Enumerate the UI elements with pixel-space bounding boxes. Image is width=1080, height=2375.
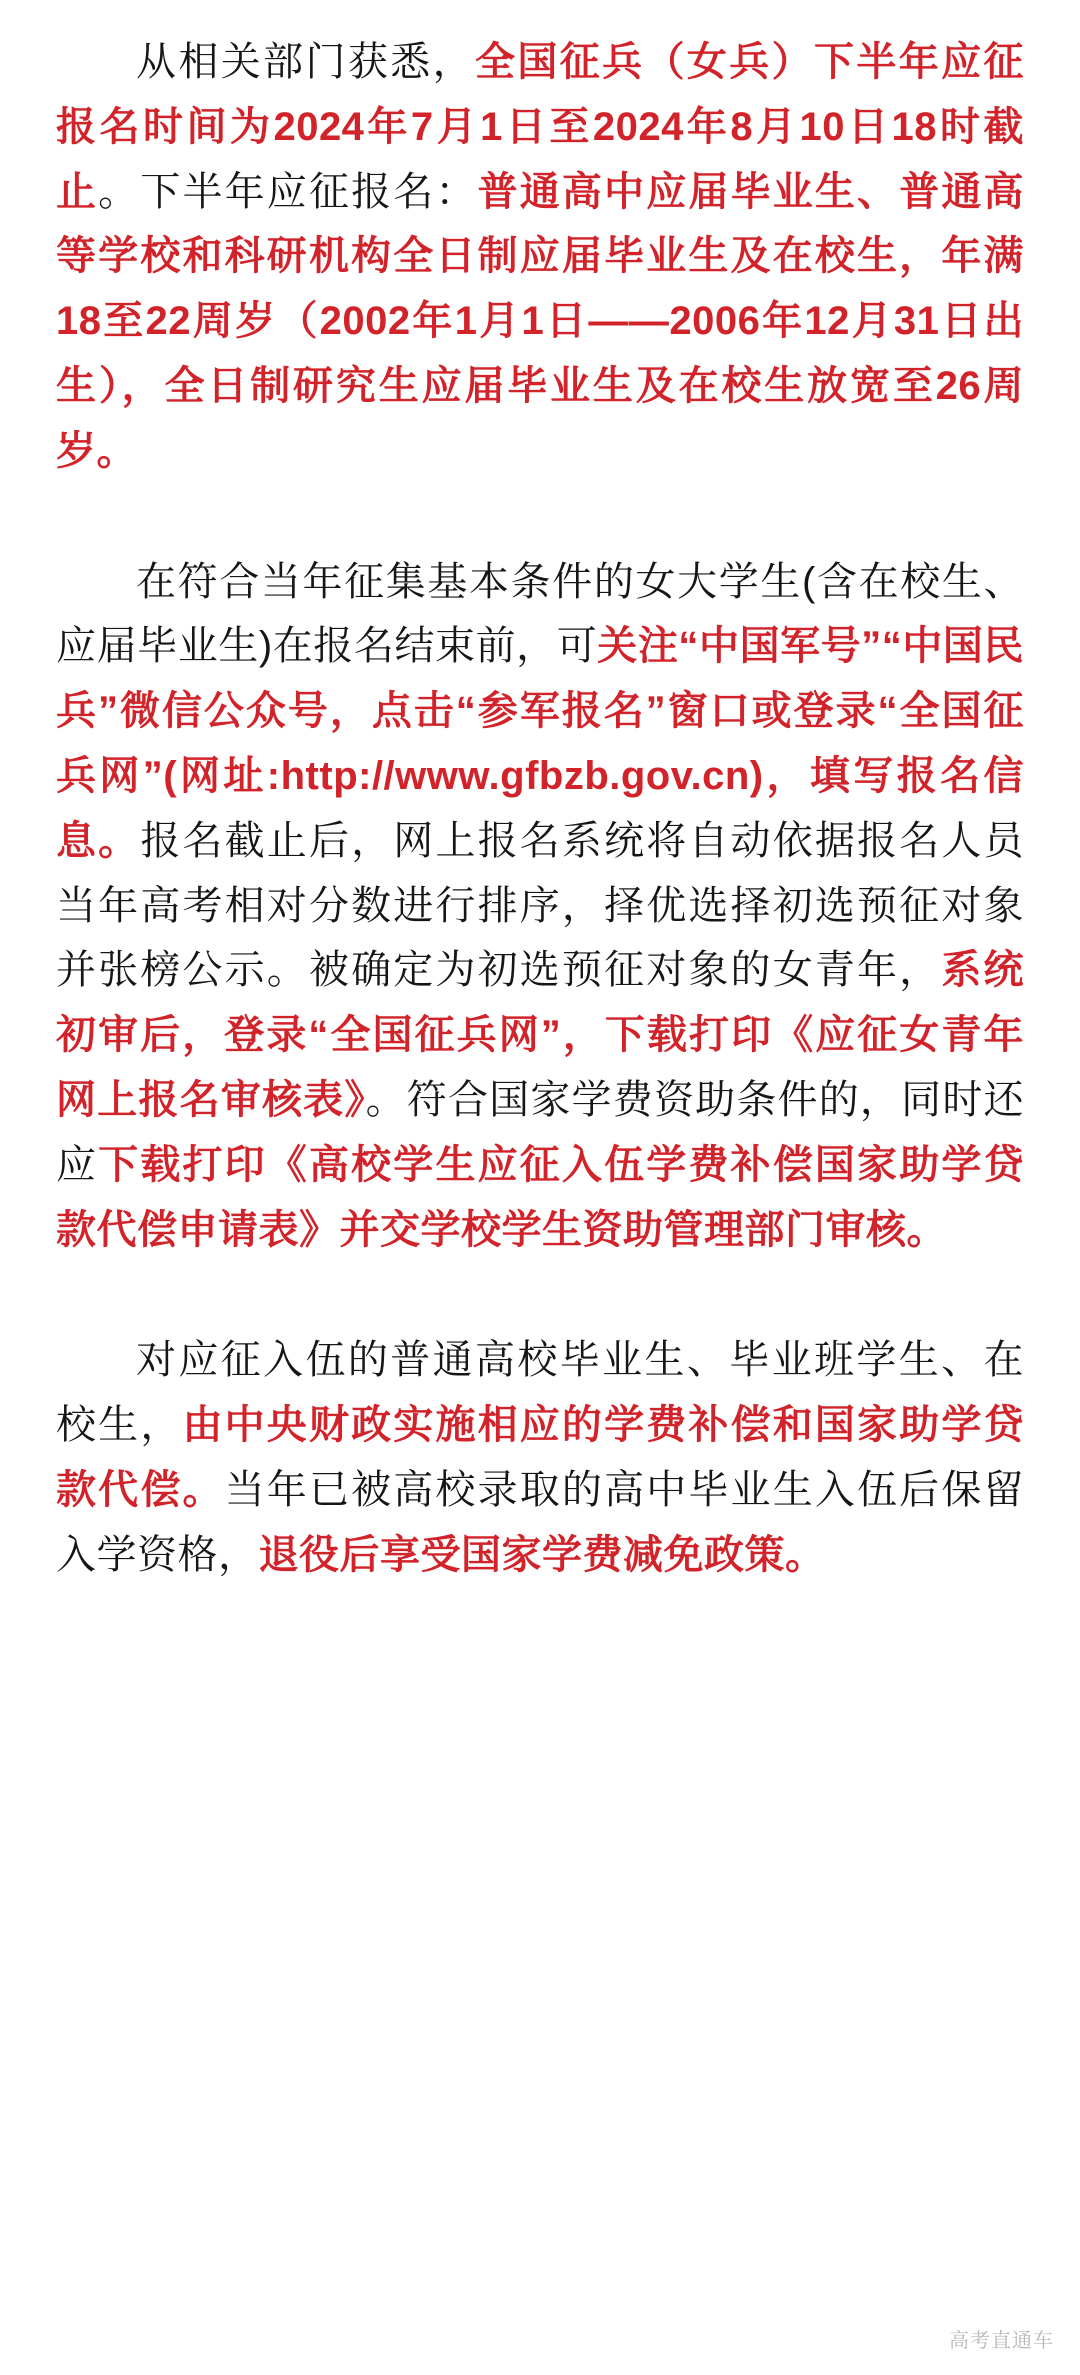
body-text: 。符合国家学费资助条件的，同时还应: [56, 1077, 1025, 1187]
highlighted-text: 普通高中应届毕业生、普通高等学校和科研机构全日制应届毕业生及在校生，年满18至22周岁（2002年1月1日——2006年12月31日出生），全日制研究生应届毕业生及在校生放宽至26周岁。: [56, 169, 1025, 473]
body-text: 当年已被高校录取的高中毕业生入伍后保留入学资格，: [56, 1467, 1025, 1577]
paragraph: [56, 550, 1024, 1263]
highlighted-text: 由中央财政实施相应的学费补偿和国家助学贷款代偿。: [56, 1403, 1025, 1512]
body-text: 对应征入伍的普通高校毕业生、毕业班学生、在校生，: [56, 1338, 1024, 1448]
body-text: 从相关部门获悉，: [136, 40, 475, 84]
highlighted-text: 系统初审后，登录“全国征兵网”，下载打印《应征女青年网上报名审核表》: [56, 948, 1025, 1122]
body-text: 在符合当年征集基本条件的女大学生(含在校生、应届毕业生)在报名结束前，可: [56, 559, 1024, 669]
body-text: 。下半年应征报名：: [98, 169, 478, 214]
watermark-label: 高考直通车: [949, 2330, 1054, 2352]
highlighted-text: 关注“中国军号”“中国民兵”微信公众号，点击“参军报名”窗口或登录“全国征兵网”(网址:http://www.gfbzb.gov.cn)，填写报名信息。: [56, 624, 1024, 863]
highlighted-text: 下载打印《高校学生应征入伍学费补偿国家助学贷款代偿申请表》并交学校学生资助管理部门审核。: [56, 1142, 1025, 1252]
highlighted-text: 退役后享受国家学费减免政策。: [258, 1532, 826, 1577]
body-text: 报名截止后，网上报名系统将自动依据报名人员当年高考相对分数进行排序，择优选择初选预征对象并张榜公示。被确定为初选预征对象的女青年，: [56, 818, 1025, 993]
highlighted-text: 全国征兵（女兵）下半年应征报名时间为2024年7月1日至2024年8月10日18时截止: [56, 40, 1024, 214]
paragraph: [56, 30, 1024, 484]
paragraph: [56, 1328, 1024, 1587]
